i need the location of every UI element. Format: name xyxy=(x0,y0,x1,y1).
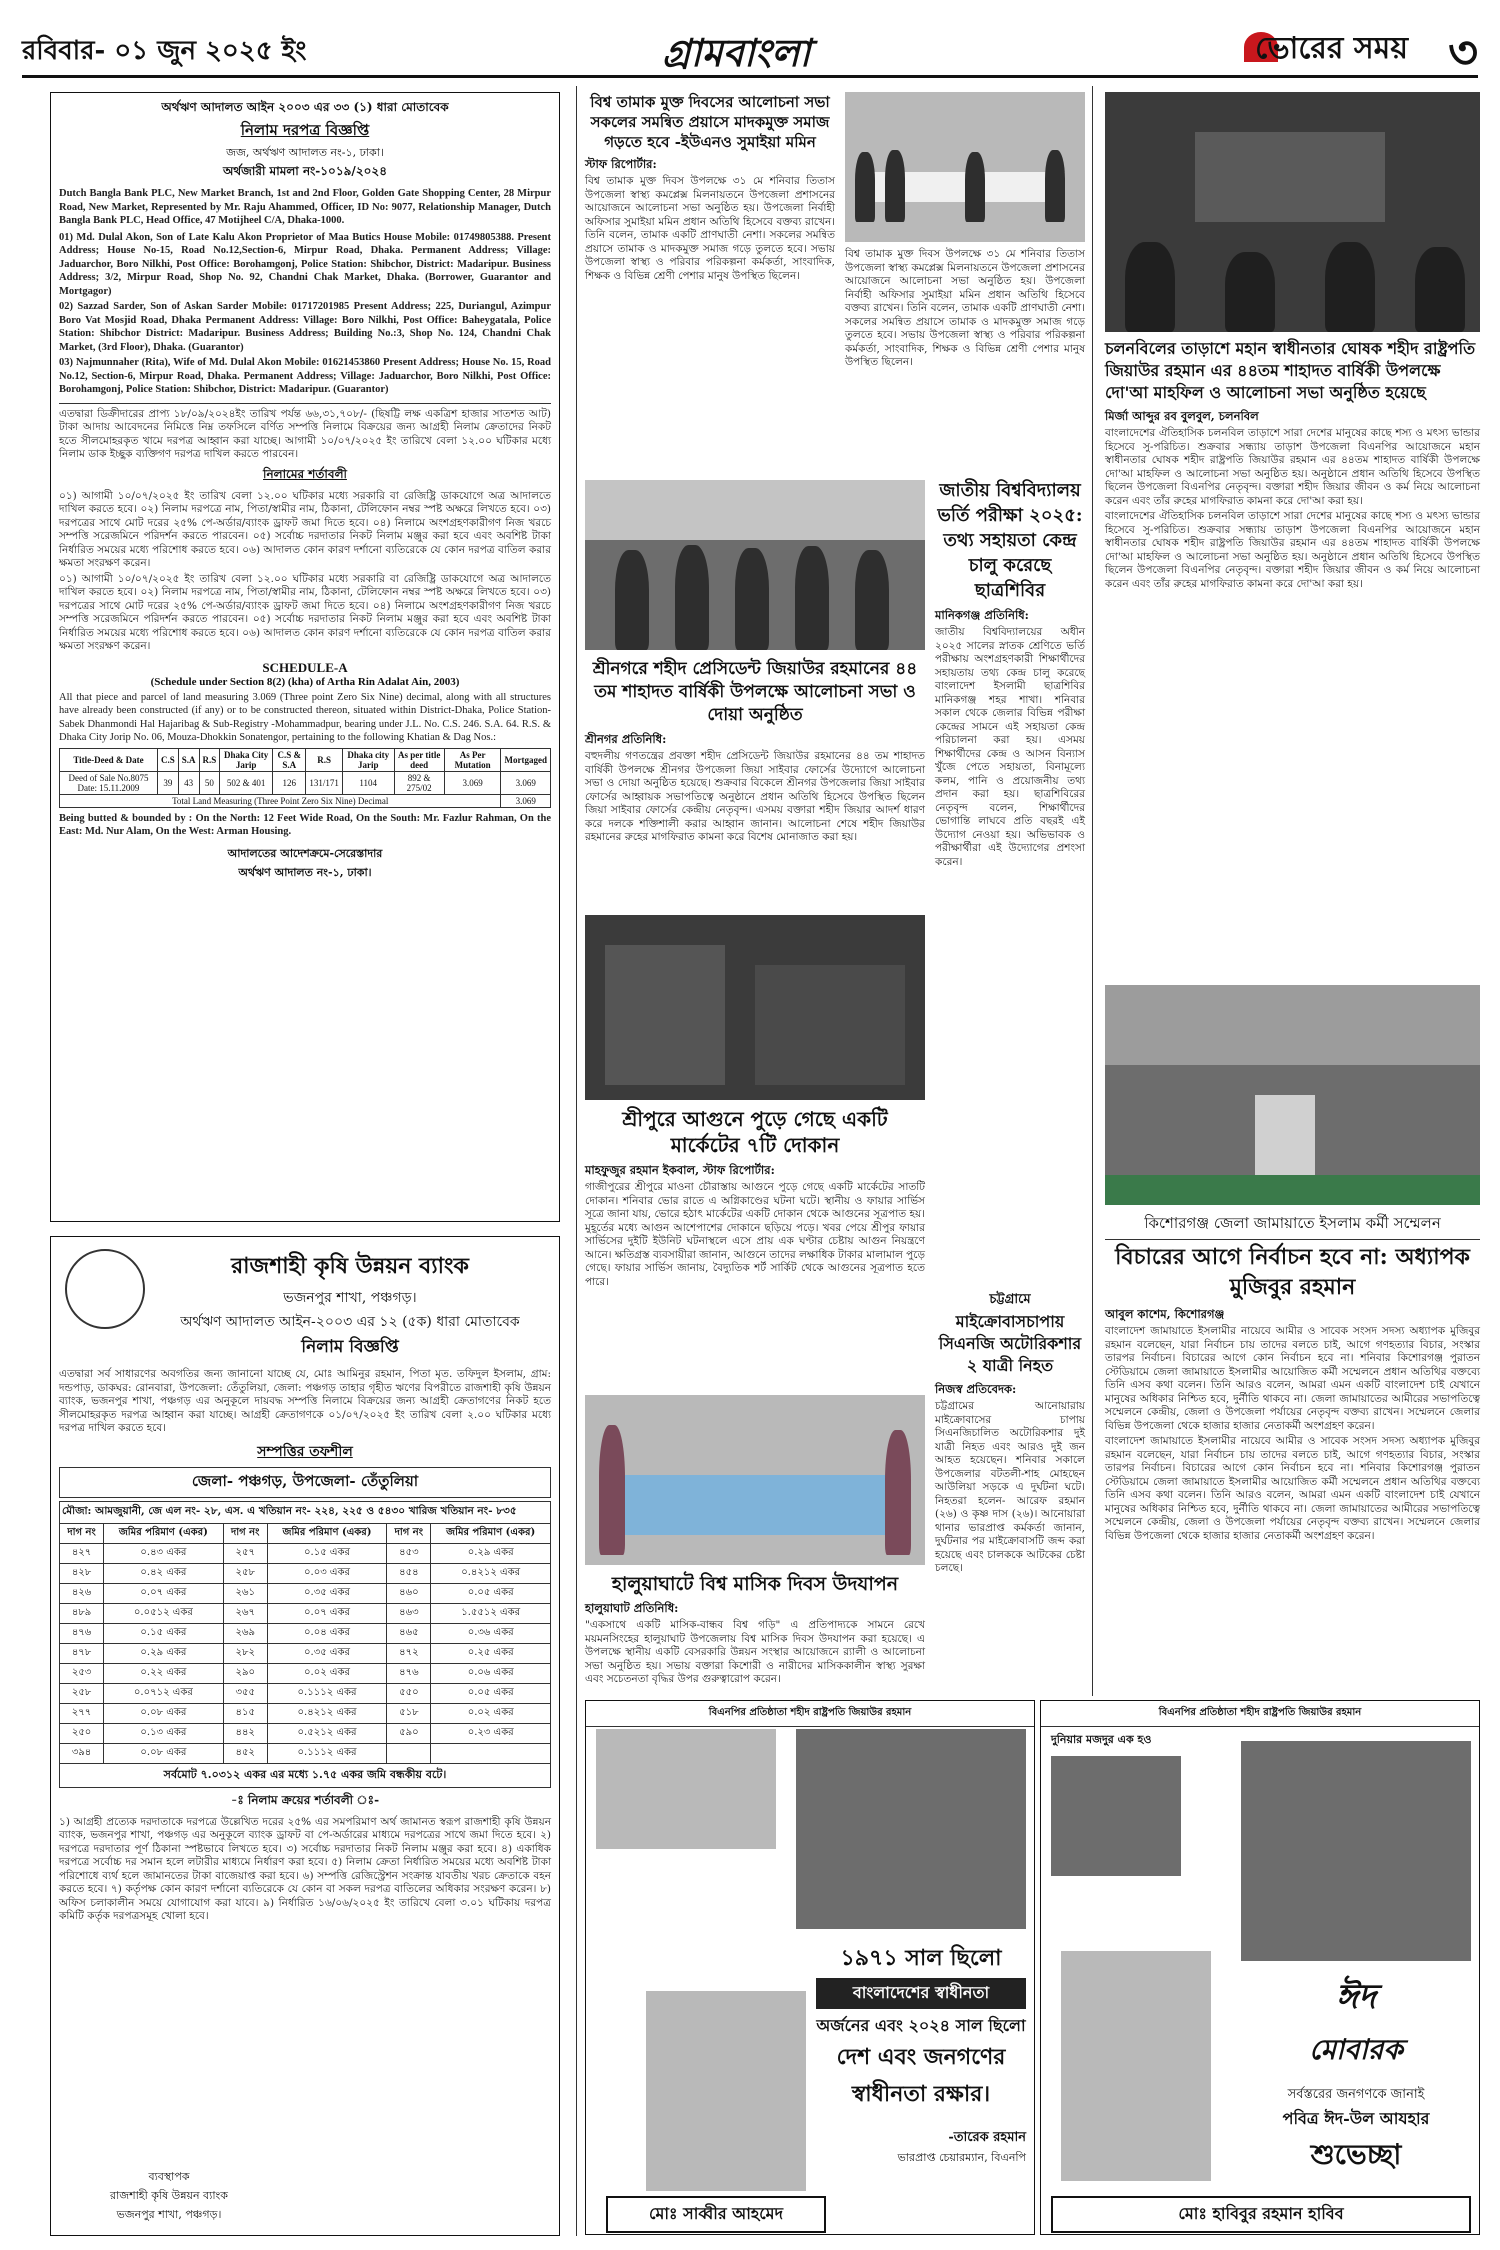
story-headline: জাতীয় বিশ্ববিদ্যালয় ভর্তি পরীক্ষা ২০২৫: তথ্য সহায়তা কেন্দ্র চালু করেছে ছাত্রশিবির xyxy=(937,480,1083,601)
story-admission xyxy=(935,478,1085,1278)
story-tobacco-continued xyxy=(845,248,1085,468)
story-body: বাংলাদেশ জামায়াতে ইসলামীর নায়েবে আমীর ও সাবেক সংসদ সদস্য অধ্যাপক মুজিবুর রহমান বলেছেন, যারা নির্বাচন চায় তাদের বলতে চাই, আগে গণহত্যার বিচার, সংস্কার তারপর নির্বাচন। বিচারের আগে কোন নির্বাচন হবে না। শনিবার কিশোরগঞ্জ পুরাতন স্টেডিয়ামে জেলা জামায়াতে ইসলামীর আয়োজিত কর্মী সম্মেলনে প্রধান অতিথির বক্তব্যে তিনি এসব কথা বলেন। তিনি আরও বলেন, আমরা এমন একটি বাংলাদেশ চাই যেখানে মানুষের অধিকার নিশ্চিত হবে, দুর্নীতি থাকবে না। জেলা জামায়াতের আমীরের সভাপতিত্বে সম্মেলনে কেন্দ্রীয়, জেলা ও উপজেলা পর্যায়ের নেতৃবৃন্দ বক্তব্য রাখেন। সম্মেলনে জেলার বিভিন্ন উপজেলা থেকে হাজার হাজার নেতাকর্মী অংশগ্রহণ করেন। xyxy=(1105,1435,1480,1542)
ad-line: ১৯৭১ সাল ছিলো xyxy=(840,1945,1002,1971)
table-row xyxy=(60,1683,551,1703)
table-header: জমির পরিমাণ (একর) xyxy=(104,1523,224,1543)
story-headline: শ্রীনগরে শহীদ প্রেসিডেন্ট জিয়াউর রহমানের ৪৪ তম শাহাদত বার্ষিকী উপলক্ষে আলোচনা সভা ও দোয়া অনুষ্ঠিত xyxy=(592,659,918,725)
schedule-body: All that piece and parcel of land measuring 3.069 (Three point Zero Six Nine) decimal, along with all structures have already been constructed (if any) or to be constructed thereon, situated within District-Dhaka, Police Station-Sabek Dhanmondi Hal Hajaribag & Sub-Registry -Mohammadpur, bearing under J.L. No. C.S. 246. S.A. 64. R.S. & Dhaka City Jorip No. 06, Mouza-Dhokkin Sonatengor, pertaining to the following Khatian & Dag Nos.: xyxy=(59,691,551,743)
signatory-branch: ভজনপুর শাখা, পঞ্চগড়। xyxy=(116,2208,222,2221)
table-cell: ০.০৭ একর xyxy=(267,1603,387,1623)
greeting-line: শুভেচ্ছা xyxy=(1310,2138,1402,2171)
ad-line: বাংলাদেশের স্বাধীনতা xyxy=(816,1978,1026,2009)
meeting-photo xyxy=(1105,92,1480,332)
ad-corner-slogan: দুনিয়ার মজদুর এক হও xyxy=(1051,1733,1152,1746)
notice-title: নিলাম দরপত্র বিজ্ঞপ্তি xyxy=(240,121,370,139)
table-cell: ৪২৮ xyxy=(60,1563,104,1583)
table-header: R.S xyxy=(199,748,220,771)
ad-greeting xyxy=(1241,1971,1471,2180)
group-photo xyxy=(585,480,925,650)
person-figure xyxy=(599,1425,625,1555)
table-cell: ৪২৭ xyxy=(60,1543,104,1563)
story-kicker: চট্টগ্রামে xyxy=(989,1292,1031,1307)
table-cell: ৪২৬ xyxy=(60,1583,104,1603)
table-header-row xyxy=(60,1523,551,1543)
ad-candidate-name: মোঃ সাব্বীর আহমেদ xyxy=(606,2196,826,2233)
person-figure xyxy=(885,1430,911,1555)
table-cell: ০.০৫ একর xyxy=(431,1683,551,1703)
table-row xyxy=(60,1543,551,1563)
notice-signatory: আদালতের আদেশক্রমে-সেরেস্তাদার xyxy=(227,846,383,860)
leader-portraits xyxy=(1051,1756,1181,1876)
signatory-bank: রাজশাহী কৃষি উন্নয়ন ব্যাংক xyxy=(110,2189,228,2202)
table-cell: ০.০২ একর xyxy=(431,1703,551,1723)
table-cell: ৪৫৪ xyxy=(387,1563,431,1583)
ad-quote-author: -তারেক রহমান xyxy=(948,2130,1026,2145)
table-header: Dhaka City Jarip xyxy=(220,748,273,771)
table-cell: 3.069 xyxy=(444,771,501,794)
signatory-block xyxy=(59,2168,279,2225)
table-cell: ২৮২ xyxy=(223,1643,267,1663)
table-cell: ০.২২ একর xyxy=(104,1663,224,1683)
story-byline: শ্রীনগর প্রতিনিধি: xyxy=(585,732,667,746)
table-total-row xyxy=(60,794,551,807)
table-row xyxy=(60,1723,551,1743)
story-byline: মাহফুজুর রহমান ইকবাল, স্টাফ রিপোর্টার: xyxy=(585,1163,775,1177)
event-banner xyxy=(625,1475,885,1535)
table-cell: 892 & 275/02 xyxy=(394,771,444,794)
table-cell: ৩৫৫ xyxy=(223,1683,267,1703)
table-cell: ০.৩৬ একর xyxy=(431,1623,551,1643)
dag-table xyxy=(59,1523,551,1764)
bank-name: রাজশাহী কৃষি উন্নয়ন ব্যাংক xyxy=(231,1253,469,1279)
table-cell: ০.০৭ একর xyxy=(104,1583,224,1603)
table-header: দাগ নং xyxy=(60,1523,104,1543)
story-headline: বিচারের আগে নির্বাচন হবে না: অধ্যাপক মুজিবুর রহমান xyxy=(1115,1244,1470,1300)
person-figure xyxy=(855,152,875,222)
table-row xyxy=(60,1603,551,1623)
story-kishoreganj xyxy=(1105,1212,1480,1692)
notice-signatory-office: অর্থঋণ আদালত নং-১, ঢাকা। xyxy=(238,865,372,879)
table-header: C.S xyxy=(157,748,178,771)
table-header: দাগ নং xyxy=(223,1523,267,1543)
table-cell: Deed of Sale No.8075 Date: 15.11.2009 xyxy=(60,771,158,794)
story-headline: হালুয়াঘাটে বিশ্ব মাসিক দিবস উদযাপন xyxy=(611,1573,899,1595)
stage-front-banner xyxy=(1105,1175,1480,1205)
greeting-line: সর্বস্তরের জনগণকে জানাই xyxy=(1287,2087,1425,2102)
table-header: As Per Mutation xyxy=(444,748,501,771)
table-cell: 3.069 xyxy=(501,771,551,794)
story-body: জাতীয় বিশ্ববিদ্যালয়ের অধীন ২০২৫ সালের স্নাতক শ্রেণিতে ভর্তি পরীক্ষায় অংশগ্রহণকারী শিক্ষার্থীদের সহায়তায় তথ্য কেন্দ্র চালু করেছে বাংলাদেশ ইসলামী ছাত্রশিবির মানিকগঞ্জ শহর শাখা। শনিবার সকাল থেকে জেলার বিভিন্ন পরীক্ষা কেন্দ্রের সামনে এই সহায়তা কেন্দ্র পরিচালনা করা হয়। এসময় শিক্ষার্থীদের কেন্দ্র ও আসন বিন্যাস খুঁজে পেতে সহায়তা, বিনামূল্যে কলম, পানি ও প্রয়োজনীয় তথ্য প্রদান করা হয়। ছাত্রশিবিরের নেতৃবৃন্দ বলেন, শিক্ষার্থীদের ভোগান্তি লাঘবে প্রতি বছরই এই উদ্যোগ নেওয়া হয়। অভিভাবক ও পরীক্ষার্থীরা এই উদ্যোগের প্রশংসা করেন। xyxy=(935,626,1085,868)
property-total: সর্বমোট ৭.০৩১২ একর এর মধ্যে ১.৭৫ একর জমি বন্ধকীয় বটে। xyxy=(59,1764,551,1788)
table-cell: ৪৫২ xyxy=(223,1743,267,1763)
story-headline: শ্রীপুরে আগুনে পুড়ে গেছে একটি মার্কেটের ৭টি দোকান xyxy=(622,1107,888,1157)
story-byline: হালুয়াঘাট প্রতিনিধি: xyxy=(585,1601,679,1615)
table-cell: ৪৭৬ xyxy=(60,1623,104,1643)
page-number: ৩ xyxy=(1448,25,1478,79)
table-cell: ০.৩৫ একর xyxy=(267,1583,387,1603)
column-rule xyxy=(576,86,577,2236)
table-cell: 39 xyxy=(157,771,178,794)
table-row xyxy=(60,1563,551,1583)
notice-terms: ১) আগ্রহী প্রত্যেক দরদাতাকে দরপত্রে উল্লেখিত দরের ২৫% এর সমপরিমাণ অর্থ জামানত স্বরূপ রাজশাহী কৃষি উন্নয়ন ব্যাংক, ভজনপুর শাখা, পঞ্চগড় এর অনুকূলে ব্যাংক ড্রাফট বা পে-অর্ডারের মাধ্যমে দরপত্রের সাথে জমা দিতে হবে। ২) দরপত্রে দরদাতার পূর্ণ ঠিকানা স্পষ্টভাবে লিখতে হবে। ৩) সর্বোচ্চ দরদাতার নিকট নিলাম মঞ্জুর করা হবে। ৪) একাধিক দরপত্রে সর্বোচ্চ দর সমান হলে লটারীর মাধ্যমে নির্ধারণ করা হবে। ৫) নিলাম ক্রেতা নির্ধারিত সময়ের মধ্যে অবশিষ্ট টাকা পরিশোধে ব্যর্থ হলে জামানতের টাকা বাজেয়াপ্ত করা হবে। ৬) সম্পত্তি রেজিস্ট্রেশন সংক্রান্ত যাবতীয় খরচ ক্রেতাকে বহন করতে হবে। ৭) কর্তৃপক্ষ কোন কারণ দর্শানো ব্যতিরেকে যে কোন বা সকল দরপত্র বাতিলের অধিকার সংরক্ষণ করেন। ৮) অফিস চলাকালীন সময়ে যোগাযোগ করা যাবে। ৯) নির্ধারিত ১৬/০৬/২০২৫ ইং তারিখে বেলা ৩.০১ ঘটিকায় দরপত্র কমিটি কর্তৃক দরপত্রসমূহ খোলা হবে। xyxy=(59,1815,551,1922)
schedule-subheading: (Schedule under Section 8(2) (kha) of Artha Rin Adalat Ain, 2003) xyxy=(150,675,460,688)
notice-body: এতদ্বারা ডিক্রীদারের প্রাপ্য ১৮/০৯/২০২৪ইং তারিখ পর্যন্ত ৬৬,৩১,৭০৮/- (ছিষট্টি লক্ষ একত্রিশ হাজার সাতশত আট) টাকা আদায় আবেদনের নিমিত্তে নিম্ন তফসিলে বর্ণিত সম্পত্তি নিলামে বিক্রয়ের জন্য আগ্রহী নিলাম ক্রেতাদের নিকট হতে সীলমোহরকৃত খামে দরপত্র আহ্বান করা যাচ্ছে। আগামী ১০/০৭/২০২৫ ইং তারিখে বেলা ১২.০০ ঘটিকার মধ্যে নিলাম ডাক ইচ্ছুক ব্যক্তিগণ দরপত্র দাখিল করতে পারবেন। xyxy=(59,403,551,462)
notice-court: জজ, অর্থঋণ আদালত নং-১, ঢাকা। xyxy=(226,146,384,159)
person-figure xyxy=(1045,150,1065,222)
table-cell: ৫৯০ xyxy=(387,1723,431,1743)
notice-act: অর্থঋণ আদালত আইন-২০০৩ এর ১২ (৫ক) ধারা মোতাবেক xyxy=(180,1314,520,1330)
column-rule xyxy=(1092,86,1093,1696)
story-chalonbil xyxy=(1105,338,1480,978)
table-cell: ০.২৯ একর xyxy=(104,1643,224,1663)
table-cell: ০.১১১২ একর xyxy=(267,1683,387,1703)
table-header: S.A xyxy=(178,748,199,771)
schedule-heading: SCHEDULE-A xyxy=(262,659,348,675)
table-row xyxy=(60,1643,551,1663)
table-header: C.S & S.A xyxy=(273,748,306,771)
notice-terms-heading: নিলামের শর্তাবলী xyxy=(263,466,347,481)
table-cell: ০.৪২১২ একর xyxy=(431,1563,551,1583)
table-cell: ৪৬৫ xyxy=(387,1623,431,1643)
table-header-row xyxy=(60,748,551,771)
leader-portraits xyxy=(596,1729,776,1849)
table-cell: ০.৪২ একর xyxy=(104,1563,224,1583)
leader-portrait xyxy=(796,1729,1026,1929)
ad-line: অর্জনের এবং ২০২৪ সাল ছিলো xyxy=(816,2016,1026,2035)
table-cell: ১.৫৫১২ একর xyxy=(431,1603,551,1623)
table-cell xyxy=(431,1743,551,1763)
political-ad-habib xyxy=(1040,1700,1480,2235)
story-byline: মির্জা আব্দুর রব বুলবুল, চলনবিল xyxy=(1105,409,1259,423)
story-tobacco-day xyxy=(585,92,835,472)
ad-line: স্বাধীনতা রক্ষার। xyxy=(851,2081,991,2107)
greeting-line: পবিত্র ঈদ-উল আযহার xyxy=(1282,2109,1430,2128)
brand-logo xyxy=(1255,24,1408,75)
eid-text: মোবারক xyxy=(1309,2033,1403,2066)
story-menstrual-day xyxy=(585,1572,925,1692)
story-byline: স্টাফ রিপোর্টার: xyxy=(585,157,657,171)
table-header: দাগ নং xyxy=(387,1523,431,1543)
person-figure xyxy=(855,550,889,650)
table-total-label: Total Land Measuring (Three Point Zero Six Nine) Decimal xyxy=(60,794,501,807)
story-body: চট্টগ্রামের আনোয়ারায় মাইক্রোবাসের চাপায় সিএনজিচালিত অটোরিকশার দুই যাত্রী নিহত এবং আরও দুই জন আহত হয়েছেন। শনিবার সকালে উপজেলার বটতলী-শাহ মোহছেন আউলিয়া সড়কে এ দুর্ঘটনা ঘটে। নিহতরা হলেন- আরেফ রহমান (২৬) ও কৃষ্ণ দাস (২৬)। আনোয়ারা থানার ভারপ্রাপ্ত কর্মকর্তা জানান, দুর্ঘটনার পর মাইক্রোবাসটি জব্দ করা হয়েছে এবং চালককে আটকের চেষ্টা চলছে। xyxy=(935,1400,1085,1574)
person-figure xyxy=(735,548,769,650)
table-row xyxy=(60,1743,551,1763)
stage-backdrop xyxy=(1105,985,1480,1065)
table-cell: 502 & 401 xyxy=(220,771,273,794)
khatian-table xyxy=(59,748,551,808)
notice-title: নিলাম বিজ্ঞপ্তি xyxy=(301,1337,399,1357)
table-row xyxy=(60,1663,551,1683)
person-figure xyxy=(1415,247,1465,332)
table-cell: ৪৭৬ xyxy=(387,1663,431,1683)
candidate-portrait xyxy=(1061,1951,1211,2181)
auction-notice-rakub xyxy=(50,1236,560,2236)
person-figure xyxy=(615,550,649,650)
table-row xyxy=(60,1583,551,1603)
table-cell: ০.০৮ একর xyxy=(104,1703,224,1723)
notice-body: এতদ্বারা সর্ব সাধারণের অবগতির জন্য জানানো যাচ্ছে যে, মোঃ আমিনুর রহমান, পিতা মৃত. তফিদুল ইসলাম, গ্রাম: দন্ডপাড়, ডাকঘর: রোনবারা, উপজেলা: তেঁতুলিয়া, জেলা: পঞ্চগড় তাহার গৃহীত ঋণের বিপরীতে রাজশাহী কৃষি উন্নয়ন ব্যাংক, ভজনপুর শাখা, পঞ্চগড় এর অনুকূলে দায়বদ্ধ সম্পত্তি নিলামে বিক্রয়ের জন্য আগ্রহী ক্রেতাগণের নিকট হতে সীলমোহরকৃত দরপত্র আহ্বান করা যাচ্ছে। আগ্রহী ক্রেতাগণকে ০১/০৭/২০২৫ ইং তারিখ বেলা ২.০০ ঘটিকার মধ্যে দরপত্র দাখিল করতে হবে। xyxy=(59,1368,551,1434)
table-cell: ০.২৫ একর xyxy=(431,1643,551,1663)
boundary-text: Being butted & bounded by : On the North: 12 Feet Wide Road, On the South: Mr. Fazlur Rahman, On the East: Md. Nur Alam, On the West: Arman Housing. xyxy=(59,812,551,837)
table-cell: ৪৬৩ xyxy=(387,1603,431,1623)
ad-header: বিএনপির প্রতিষ্ঠাতা শহীদ রাষ্ট্রপতি জিয়াউর রহমান xyxy=(586,1701,1034,1727)
table-cell: ২৫৩ xyxy=(60,1663,104,1683)
notice-terms: ০১) আগামী ১০/০৭/২০২৫ ইং তারিখ বেলা ১২.০০ ঘটিকার মধ্যে সরকারি বা রেজিষ্ট্রি ডাকযোগে অত্র আদালতে দাখিল করতে হবে। ০২) নিলাম দরপত্রে নাম, পিতা/স্বামীর নাম, ঠিকানা, টেলিফোন নম্বর স্পষ্ট অক্ষরে লিখতে হবে। ০৩) দরপত্রের সাথে মোট দরের ২৫% পে-অর্ডার/ব্যাংক ড্রাফট জমা দিতে হবে। ০৪) নিলামে অংশগ্রহণকারীগণ নিজ খরচে সম্পত্তি সরেজমিনে পরিদর্শন করতে পারবেন। ০৫) সর্বোচ্চ দরদাতার নিকট নিলাম মঞ্জুর করা হবে এবং অবশিষ্ট টাকা নির্ধারিত সময়ের মধ্যে পরিশোধ করতে হবে। ০৬) আদালত কোন কারণ দর্শানো ব্যতিরেকে যে কোন দরপত্র বাতিল করার ক্ষমতা সংরক্ষণ করেন। xyxy=(59,489,551,569)
table-cell: ২৫৮ xyxy=(60,1683,104,1703)
person-figure xyxy=(1125,242,1175,332)
notice-terms: ০১) আগামী ১০/০৭/২০২৫ ইং তারিখ বেলা ১২.০০ ঘটিকার মধ্যে সরকারি বা রেজিষ্ট্রি ডাকযোগে অত্র আদালতে দাখিল করতে হবে। ০২) নিলাম দরপত্রে নাম, পিতা/স্বামীর নাম, ঠিকানা, টেলিফোন নম্বর স্পষ্ট অক্ষরে লিখতে হবে। ০৩) দরপত্রের সাথে মোট দরের ২৫% পে-অর্ডার/ব্যাংক ড্রাফট জমা দিতে হবে। ০৪) নিলামে অংশগ্রহণকারীগণ নিজ খরচে সম্পত্তি সরেজমিনে পরিদর্শন করতে পারবেন। ০৫) সর্বোচ্চ দরদাতার নিকট নিলাম মঞ্জুর করা হবে এবং অবশিষ্ট টাকা নির্ধারিত সময়ের মধ্যে পরিশোধ করতে হবে। ০৬) আদালত কোন কারণ দর্শানো ব্যতিরেকে যে কোন দরপত্র বাতিল করার ক্ষমতা সংরক্ষণ করেন। xyxy=(59,572,551,652)
table-cell: ৪৫৩ xyxy=(387,1543,431,1563)
person-figure xyxy=(1325,242,1375,332)
property-mouza: মৌজা: আমজুয়ানী, জে এল নং- ২৮, এস. এ খতিয়ান নং- ২২৪, ২২৫ ও ৫৪৩০ খারিজ খতিয়ান নং- ৮৩৫ xyxy=(59,1501,551,1523)
person-figure xyxy=(965,152,985,222)
podium xyxy=(1255,1095,1315,1175)
political-ad-sabbir xyxy=(585,1700,1035,2235)
table-cell: ০.০৬ একর xyxy=(431,1663,551,1683)
table-cell: ২৬৯ xyxy=(223,1623,267,1643)
table-cell: ০.০৪ একর xyxy=(267,1623,387,1643)
story-byline: মানিকগঞ্জ প্রতিনিধি: xyxy=(935,608,1029,622)
auction-notice-dbbl xyxy=(50,92,560,1222)
leader-portrait xyxy=(1241,1741,1471,1961)
table-header: জমির পরিমাণ (একর) xyxy=(267,1523,387,1543)
table-cell: 131/171 xyxy=(306,771,343,794)
table-cell: ০.১১১২ একর xyxy=(267,1743,387,1763)
ad-candidate-name: মোঃ হাবিবুর রহমান হাবিব xyxy=(1051,2196,1471,2233)
table-cell: ৪৭২ xyxy=(387,1643,431,1663)
story-body: বিশ্ব তামাক মুক্ত দিবস উপলক্ষে ৩১ মে শনিবার তিতাস উপজেলা স্বাস্থ্য কমপ্লেক্স মিলনায়তনে উপজেলা প্রশাসনের আয়োজনে আলোচনা সভা অনুষ্ঠিত হয়। উপজেলা নির্বাহী অফিসার সুমাইয়া মমিন প্রধান অতিথি হিসেবে বক্তব্য রাখেন। তিনি বলেন, তামাক একটি প্রাণঘাতী নেশা। সকলের সমন্বিত প্রয়াসে তামাক ও মাদকমুক্ত সমাজ গড়ে তুলতে হবে। সভায় উপজেলা স্বাস্থ্য ও পরিবার পরিকল্পনা কর্মকর্তা, সাংবাদিক, শিক্ষক ও বিভিন্ন শ্রেণী পেশার মানুষ উপস্থিত ছিলেন। xyxy=(585,175,835,282)
ad-header: বিএনপির প্রতিষ্ঠাতা শহীদ রাষ্ট্রপতি জিয়াউর রহমান xyxy=(1041,1701,1479,1727)
terms-heading: -ঃ নিলাম ক্রয়ের শর্তাবলী ঃ- xyxy=(230,1792,380,1807)
notice-debtor: 02) Sazzad Sarder, Son of Askan Sarder Mobile: 01717201985 Present Address; 225, Duriangul, Azimpur Boro Vat Mosjid Road, Dhaka Permanent Address: Village: Boro Nilkhi, Post Office: Baheygatala, Police Station: Shibchor District: Madaripur. Business Address; Building No.:3, Shop No. 124, Chandni Chak Market, (3rd Floor), Dhaka. (Guarantor) xyxy=(59,301,551,353)
table-cell: 1104 xyxy=(342,771,394,794)
fire-damage-photo xyxy=(585,915,925,1100)
table-cell: ৫১৮ xyxy=(387,1703,431,1723)
table-cell: ২৭৭ xyxy=(60,1703,104,1723)
section-title: গ্রামবাংলা xyxy=(662,30,811,75)
table-cell: 126 xyxy=(273,771,306,794)
story-headline: বিশ্ব তামাক মুক্ত দিবসের আলোচনা সভা সকলের সমন্বিত প্রয়াসে মাদকমুক্ত সমাজ গড়তে হবে -ইউএনও সুমাইয়া মমিন xyxy=(590,93,830,151)
story-body: "একসাথে একটি মাসিক-বান্ধব বিশ্ব গড়ি" এ প্রতিপাদ্যকে সামনে রেখে ময়মনসিংহের হালুয়াঘাট উপজেলায় বিশ্ব মাসিক দিবস উদযাপন করা হয়েছে। এ উপলক্ষে স্থানীয় একটি বেসরকারি উন্নয়ন সংস্থার আয়োজনে র‍্যালী ও আলোচনা সভা অনুষ্ঠিত হয়। সভায় বক্তারা কিশোরী ও নারীদের মাসিককালীন স্বাস্থ্য সুরক্ষা এবং সচেতনতা বৃদ্ধির উপর গুরুত্বারোপ করেন। xyxy=(585,1619,925,1685)
table-header: Title-Deed & Date xyxy=(60,748,158,771)
eid-text: ঈদ xyxy=(1335,1977,1377,2017)
table-total-value: 3.069 xyxy=(501,794,551,807)
notice-plaintiff: Dutch Bangla Bank PLC, New Market Branch, 1st and 2nd Floor, Golden Gate Shopping Center, 28 Mirpur Road, New Market, Represented by Mr. Raju Ahammed, Officer, ID No: 9077, Relationship Manager, Dutch Bangla Bank PLC, Head Office, 47 Motijheel C/A, Dhaka-1000. xyxy=(59,188,551,226)
table-header: Mortgaged xyxy=(501,748,551,771)
table-cell: ৪৮৯ xyxy=(60,1603,104,1623)
masthead xyxy=(22,18,1478,78)
person-figure xyxy=(885,150,905,222)
notice-debtor: 01) Md. Dulal Akon, Son of Late Kalu Akon Proprietor of Maa Butics House Mobile: 01749805388. Present Address; House No-15, Road No.12,Section-6, Mirpur Road, Dhaka. Permanent Address; Village: Jaduarchor, Boro Nilkhi, Post Office: Borohamgonj, Police Station: Shibchor, District: Madaripur. Business Address; 3/2, Mirpur Road, Shop No. 92, Chandni Chak Market, Dhaka. (Borrower, Guarantor and Mortgagor) xyxy=(59,231,551,297)
event-photo xyxy=(585,1395,925,1565)
rally-photo xyxy=(845,92,1085,242)
signatory-title: ব্যবস্থাপক xyxy=(148,2170,190,2183)
table-cell: 43 xyxy=(178,771,199,794)
story-body: বাংলাদেশের ঐতিহাসিক চলনবিল তাড়াশে সারা দেশের মানুষের কাছে শস্য ও মৎস্য ভান্ডার হিসেবে সু-পরিচিত। শুক্রবার সন্ধ্যায় তাড়াশ উপজেলা বিএনপির আয়োজনে মহান স্বাধীনতার ঘোষক শহীদ রাষ্ট্রপতি জিয়াউর রহমান এর ৪৪তম শাহাদত বার্ষিকী উপলক্ষে দো'আ মাহফিল ও আলোচনা সভা অনুষ্ঠিত হয়। অনুষ্ঠানে প্রধান অতিথি হিসেবে উপস্থিত ছিলেন উপজেলা বিএনপির নেতৃবৃন্দ। বক্তারা শহীদ জিয়ার জীবন ও কর্ম নিয়ে আলোচনা করেন এবং তাঁর রুহের মাগফিরাত কামনা করে দো'আ করা হয়। xyxy=(1105,510,1480,590)
table-cell: ০.০৩ একর xyxy=(267,1563,387,1583)
person-figure xyxy=(675,545,709,650)
table-cell: ০.২৯ একর xyxy=(431,1543,551,1563)
table-row xyxy=(60,1623,551,1643)
table-cell: ৪৬০ xyxy=(387,1583,431,1603)
story-accident xyxy=(935,1290,1085,1690)
table-cell: ০.১৫ একর xyxy=(267,1543,387,1563)
table-cell: 50 xyxy=(199,771,220,794)
burnt-structure xyxy=(605,945,725,1085)
ad-slogan xyxy=(816,1941,1026,2168)
table-cell xyxy=(387,1743,431,1763)
bank-branch: ভজনপুর শাখা, পঞ্চগড়। xyxy=(283,1290,417,1306)
story-body: বিশ্ব তামাক মুক্ত দিবস উপলক্ষে ৩১ মে শনিবার তিতাস উপজেলা স্বাস্থ্য কমপ্লেক্স মিলনায়তনে উপজেলা প্রশাসনের আয়োজনে আলোচনা সভা অনুষ্ঠিত হয়। উপজেলা নির্বাহী অফিসার সুমাইয়া মমিন প্রধান অতিথি হিসেবে বক্তব্য রাখেন। তিনি বলেন, তামাক একটি প্রাণঘাতী নেশা। সকলের সমন্বিত প্রয়াসে তামাক ও মাদকমুক্ত সমাজ গড়ে তুলতে হবে। সভায় উপজেলা স্বাস্থ্য ও পরিবার পরিকল্পনা কর্মকর্তা, সাংবাদিক, শিক্ষক ও বিভিন্ন শ্রেণী পেশার মানুষ উপস্থিত ছিলেন। xyxy=(845,248,1085,368)
candidate-portrait xyxy=(646,1991,806,2191)
burnt-structure xyxy=(755,965,905,1085)
table-row xyxy=(60,771,551,794)
table-header: As per title deed xyxy=(394,748,444,771)
table-cell: ৪৭৮ xyxy=(60,1643,104,1663)
notice-act: অর্থঋণ আদালত আইন ২০০৩ এর ৩৩ (১) ধারা মোতাবেক xyxy=(161,100,449,114)
brand-name: ভোরের সময় xyxy=(1255,31,1408,66)
table-cell: ৫৫০ xyxy=(387,1683,431,1703)
property-district: জেলা- পঞ্চগড়, উপজেলা- তেঁতুলিয়া xyxy=(59,1467,551,1498)
table-cell: ০.৩৫ একর xyxy=(267,1643,387,1663)
story-headline: মাইক্রোবাসচাপায় সিএনজি অটোরিকশার ২ যাত্রী নিহত xyxy=(938,1312,1082,1375)
story-byline: নিজস্ব প্রতিবেদক: xyxy=(935,1382,1017,1396)
table-cell: ০.৪৩ একর xyxy=(104,1543,224,1563)
story-srinagar xyxy=(585,658,925,908)
table-cell: ২৫৭ xyxy=(223,1543,267,1563)
story-headline: চলনবিলের তাড়াশে মহান স্বাধীনতার ঘোষক শহীদ রাষ্ট্রপতি জিয়াউর রহমান এর ৪৪তম শাহাদত বার্ষিকী উপলক্ষে দো'আ মাহফিল ও আলোচনা সভা অনুষ্ঠিত হয়েছে xyxy=(1105,339,1476,402)
story-body: বহুদলীয় গণতন্ত্রের প্রবক্তা শহীদ প্রেসিডেন্ট জিয়াউর রহমানের ৪৪ তম শাহাদত বার্ষিকী উপলক্ষে শ্রীনগর উপজেলা জিয়া সাইবার ফোর্সের উদ্যোগে আলোচনা সভা ও দোয়া অনুষ্ঠিত হয়েছে। শুক্রবার বিকেলে শ্রীনগর উপজেলার জিয়া সাইবার ফোর্সের আহ্বায়ক সভাপতিত্বে অনুষ্ঠানে প্রধান অতিথি হিসেবে উপস্থিত ছিলেন জিয়া সাইবার ফোর্সের কেন্দ্রীয় নেতৃবৃন্দ। এসময় বক্তারা শহীদ জিয়ার আদর্শ ধারণ করে দলকে শক্তিশালী করার আহ্বান জানান। আলোচনা শেষে শহীদ জিয়াউর রহমানের রুহের মাগফিরাত কামনা করে বিশেষ মোনাজাত করা হয়। xyxy=(585,750,925,843)
table-row xyxy=(60,1703,551,1723)
story-byline: আবুল কাশেম, কিশোরগঞ্জ xyxy=(1105,1307,1225,1321)
person-figure xyxy=(1225,252,1275,332)
table-cell: ২৬৭ xyxy=(223,1603,267,1623)
table-cell: ২৬১ xyxy=(223,1583,267,1603)
table-header: জমির পরিমাণ (একর) xyxy=(431,1523,551,1543)
issue-date: রবিবার- ০১ জুন ২০২৫ ইং xyxy=(22,36,307,66)
bank-seal-icon xyxy=(65,1249,145,1329)
stage-banner xyxy=(1195,132,1385,222)
table-cell: ৪১৫ xyxy=(223,1703,267,1723)
property-heading: সম্পত্তির তফশীল xyxy=(257,1443,353,1460)
person-figure xyxy=(795,546,829,650)
table-cell: ২৫০ xyxy=(60,1723,104,1743)
table-header: R.S xyxy=(306,748,343,771)
table-cell: ০.২৩ একর xyxy=(431,1723,551,1743)
table-cell: ০.০৫১২ একর xyxy=(104,1603,224,1623)
table-cell: ২৯০ xyxy=(223,1663,267,1683)
table-cell: ০.০৮ একর xyxy=(104,1743,224,1763)
table-cell: ২৫৮ xyxy=(223,1563,267,1583)
table-cell: ০.০২ একর xyxy=(267,1663,387,1683)
story-body: বাংলাদেশের ঐতিহাসিক চলনবিল তাড়াশে সারা দেশের মানুষের কাছে শস্য ও মৎস্য ভান্ডার হিসেবে সু-পরিচিত। শুক্রবার সন্ধ্যায় তাড়াশ উপজেলা বিএনপির আয়োজনে মহান স্বাধীনতার ঘোষক শহীদ রাষ্ট্রপতি জিয়াউর রহমান এর ৪৪তম শাহাদত বার্ষিকী উপলক্ষে দো'আ মাহফিল ও আলোচনা সভা অনুষ্ঠিত হয়। অনুষ্ঠানে প্রধান অতিথি হিসেবে উপস্থিত ছিলেন উপজেলা বিএনপির নেতৃবৃন্দ। বক্তারা শহীদ জিয়ার জীবন ও কর্ম নিয়ে আলোচনা করেন এবং তাঁর রুহের মাগফিরাত কামনা করে দো'আ করা হয়। xyxy=(1105,427,1480,507)
table-cell: ০.০৭১২ একর xyxy=(104,1683,224,1703)
table-cell: ০.০৫ একর xyxy=(431,1583,551,1603)
table-cell: ০.৪২১২ একর xyxy=(267,1703,387,1723)
table-cell: ০.৫২১২ একর xyxy=(267,1723,387,1743)
ad-quote-title: ভারপ্রাপ্ত চেয়ারম্যান, বিএনপি xyxy=(897,2151,1026,2164)
table-cell: ৩৯৪ xyxy=(60,1743,104,1763)
table-cell: ০.১৫ একর xyxy=(104,1623,224,1643)
story-kicker: কিশোরগঞ্জ জেলা জামায়াতে ইসলাম কর্মী সম্মেলন xyxy=(1105,1212,1480,1240)
table-cell: ৪৪২ xyxy=(223,1723,267,1743)
table-header: Dhaka city Jarip xyxy=(342,748,394,771)
story-body: গাজীপুরের শ্রীপুরে মাওনা চৌরাস্তায় আগুনে পুড়ে গেছে একটি মার্কেটের সাতটি দোকান। শনিবার ভোর রাতে এ অগ্নিকাণ্ডের ঘটনা ঘটে। স্থানীয় ও ফায়ার সার্ভিস সূত্রে জানা যায়, ভোরে হঠাৎ মার্কেটের একটি দোকান থেকে আগুনের সূত্রপাত হয়। মুহূর্তের মধ্যে আগুন আশেপাশের দোকানে ছড়িয়ে পড়ে। খবর পেয়ে শ্রীপুর ফায়ার সার্ভিসের দুইটি ইউনিট ঘটনাস্থলে এসে প্রায় এক ঘণ্টার চেষ্টায় আগুন নিয়ন্ত্রণে আনে। ক্ষতিগ্রস্ত ব্যবসায়ীরা জানান, আগুনে তাদের লক্ষাধিক টাকার মালামাল পুড়ে গেছে। ফায়ার সার্ভিস জানায়, বৈদ্যুতিক শর্ট সার্কিট থেকে আগুনের সূত্রপাত হতে পারে। xyxy=(585,1181,925,1288)
ad-line: দেশ এবং জনগণের xyxy=(836,2044,1006,2070)
story-fire xyxy=(585,1106,925,1386)
backdrop-banner xyxy=(585,480,925,540)
table-cell: ০.১৩ একর xyxy=(104,1723,224,1743)
conference-photo xyxy=(1105,985,1480,1205)
story-body: বাংলাদেশ জামায়াতে ইসলামীর নায়েবে আমীর ও সাবেক সংসদ সদস্য অধ্যাপক মুজিবুর রহমান বলেছেন, যারা নির্বাচন চায় তাদের বলতে চাই, আগে গণহত্যার বিচার, সংস্কার তারপর নির্বাচন। বিচারের আগে কোন নির্বাচন হবে না। শনিবার কিশোরগঞ্জ পুরাতন স্টেডিয়ামে জেলা জামায়াতে ইসলামীর আয়োজিত কর্মী সম্মেলনে প্রধান অতিথির বক্তব্যে তিনি এসব কথা বলেন। তিনি আরও বলেন, আমরা এমন একটি বাংলাদেশ চাই যেখানে মানুষের অধিকার নিশ্চিত হবে, দুর্নীতি থাকবে না। জেলা জামায়াতের আমীরের সভাপতিত্বে সম্মেলনে কেন্দ্রীয়, জেলা ও উপজেলা পর্যায়ের নেতৃবৃন্দ বক্তব্য রাখেন। সম্মেলনে জেলার বিভিন্ন উপজেলা থেকে হাজার হাজার নেতাকর্মী অংশগ্রহণ করেন। xyxy=(1105,1325,1480,1432)
notice-case-no: অর্থজারী মামলা নং-১০১৯/২০২৪ xyxy=(222,164,388,178)
notice-debtor: 03) Najmunnaher (Rita), Wife of Md. Dulal Akon Mobile: 01621453860 Present Address; House No. 15, Road No.12, Section-6, Mirpur Road, Dhaka. Permanent Address; Village: Jaduarchor, Boro Nilkhi, Post Office: Borohamgonj, Police Station: Shibchor, District: Madaripur. (Guarantor) xyxy=(59,357,551,395)
